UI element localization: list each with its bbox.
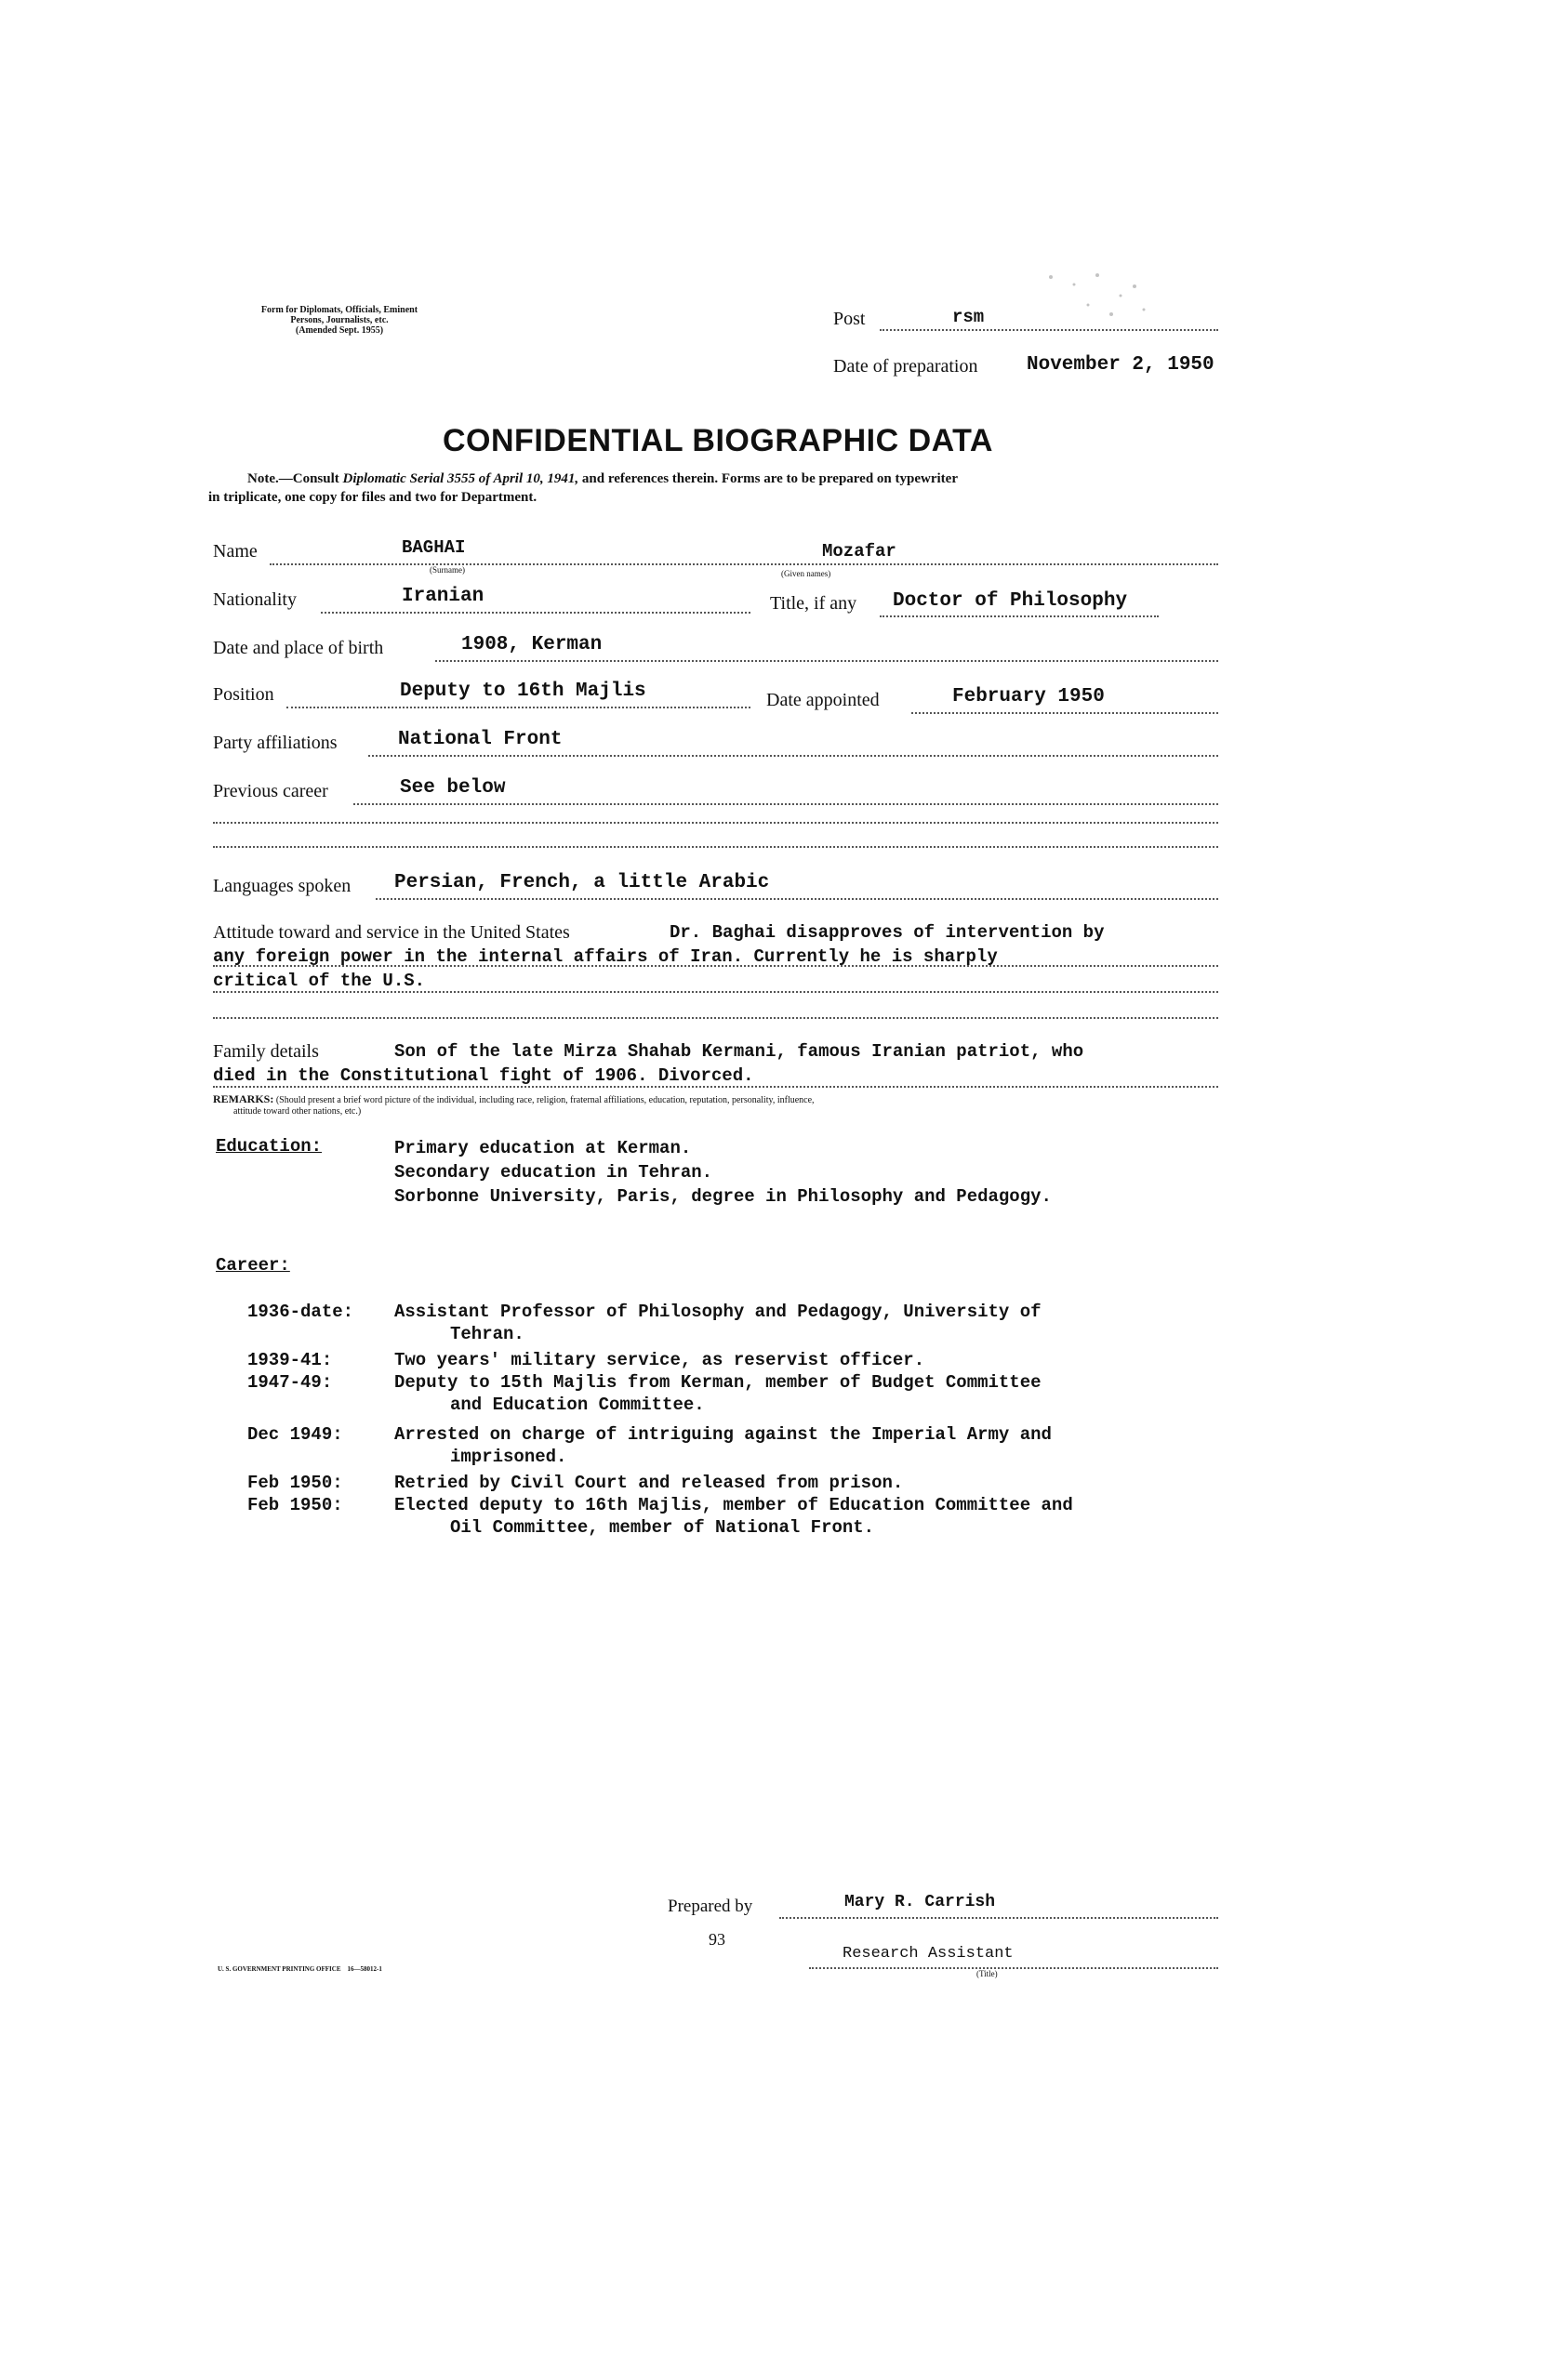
career-line: Tehran. xyxy=(450,1324,524,1344)
page-title: CONFIDENTIAL BIOGRAPHIC DATA xyxy=(443,423,993,458)
title-label: Title, if any xyxy=(770,593,857,614)
role-dotted-line xyxy=(809,1967,1218,1969)
appointed-dotted-line xyxy=(911,712,1218,714)
note-line-2: in triplicate, one copy for files and two for Department. xyxy=(208,490,537,505)
career-line: Arrested on charge of intriguing against the Imperial Army and xyxy=(394,1424,1052,1445)
date-label: Date of preparation xyxy=(833,356,978,377)
party-label: Party affiliations xyxy=(213,733,338,753)
career-line: Deputy to 15th Majlis from Kerman, member of Budget Committee xyxy=(394,1372,1042,1393)
page-number: 93 xyxy=(709,1930,725,1949)
languages-dotted-line xyxy=(376,898,1218,900)
career-line: Oil Committee, member of National Front. xyxy=(450,1517,875,1538)
career-dotted-line xyxy=(353,803,1218,805)
attitude-line: any foreign power in the internal affairs of Iran. Currently he is sharply xyxy=(213,946,998,967)
stamp-smudge-graphic xyxy=(1032,268,1162,333)
party-dotted-line xyxy=(368,755,1218,757)
remarks-row xyxy=(213,1093,815,1117)
post-label: Post xyxy=(833,309,866,329)
date-value: November 2, 1950 xyxy=(1027,354,1214,376)
attitude-dotted-line xyxy=(213,991,1218,993)
career-label: Previous career xyxy=(213,781,328,801)
stamp-mark xyxy=(1032,268,1162,333)
languages-value: Persian, French, a little Arabic xyxy=(394,872,770,893)
printer-imprint: U. S. GOVERNMENT PRINTING OFFICE 16—58012-1 xyxy=(218,1965,382,1973)
education-line: Primary education at Kerman. xyxy=(394,1138,692,1158)
blank-dotted-line xyxy=(213,822,1218,824)
career-value: See below xyxy=(400,777,506,799)
family-label: Family details xyxy=(213,1041,319,1062)
education-heading: Education: xyxy=(216,1136,323,1157)
surname-value: BAGHAI xyxy=(402,537,466,558)
nationality-label: Nationality xyxy=(213,589,297,610)
attitude-line: critical of the U.S. xyxy=(213,971,426,991)
education-line: Sorbonne University, Paris, degree in Philosophy and Pedagogy. xyxy=(394,1186,1052,1207)
education-line: Secondary education in Tehran. xyxy=(394,1162,713,1183)
appointed-label: Date appointed xyxy=(766,690,880,710)
remarks-note: (Should present a brief word picture of the individual, including race, religion, fraternal affiliations, education, reputation, personality, influence, xyxy=(275,1095,815,1105)
role-value: Research Assistant xyxy=(843,1945,1014,1963)
career-heading: Career: xyxy=(216,1255,290,1276)
birth-value: 1908, Kerman xyxy=(461,634,603,655)
nationality-value: Iranian xyxy=(402,586,484,607)
prepared-dotted-line xyxy=(779,1917,1218,1919)
appointed-value: February 1950 xyxy=(952,686,1105,707)
note-rest: and references therein. Forms are to be prepared on typewriter xyxy=(581,471,958,486)
form-note-line: Persons, Journalists, etc. xyxy=(290,315,389,325)
role-caption: (Title) xyxy=(976,1969,998,1978)
post-dotted-line xyxy=(880,329,1218,331)
form-note-line: (Amended Sept. 1955) xyxy=(295,325,384,336)
position-value: Deputy to 16th Majlis xyxy=(400,681,646,702)
attitude-dotted-line xyxy=(213,1017,1218,1019)
attitude-line: Dr. Baghai disapproves of intervention by xyxy=(670,922,1105,943)
prepared-by-label: Prepared by xyxy=(668,1897,753,1916)
form-note xyxy=(214,305,465,336)
family-line: died in the Constitutional fight of 1906. Divorced. xyxy=(213,1065,754,1086)
party-value: National Front xyxy=(398,729,563,750)
birth-label: Date and place of birth xyxy=(213,638,384,658)
title-value: Doctor of Philosophy xyxy=(893,590,1128,612)
family-line: Son of the late Mirza Shahab Kermani, famous Iranian patriot, who xyxy=(394,1041,1084,1062)
career-date: 1939-41: xyxy=(247,1350,333,1370)
attitude-dotted-line xyxy=(213,965,1218,967)
attitude-label: Attitude toward and service in the United States xyxy=(213,922,570,943)
blank-dotted-line xyxy=(213,846,1218,848)
name-label: Name xyxy=(213,541,258,562)
nationality-dotted-line xyxy=(321,612,750,614)
career-line: imprisoned. xyxy=(450,1447,567,1467)
birth-dotted-line xyxy=(435,660,1218,662)
position-label: Position xyxy=(213,684,274,705)
languages-label: Languages spoken xyxy=(213,876,352,896)
surname-caption: (Surname) xyxy=(430,565,465,575)
post-value: rsm xyxy=(952,307,985,327)
given-name-caption: (Given names) xyxy=(781,569,831,578)
career-date: Feb 1950: xyxy=(247,1495,343,1515)
career-line: Two years' military service, as reservist officer. xyxy=(394,1350,925,1370)
form-note-line: Form for Diplomats, Officials, Eminent xyxy=(260,305,418,315)
instructions-note xyxy=(208,469,958,507)
note-prefix: Note.—Consult xyxy=(247,471,339,486)
career-line: and Education Committee. xyxy=(450,1395,705,1415)
career-date: 1936-date: xyxy=(247,1302,354,1322)
given-name-value: Mozafar xyxy=(822,541,896,562)
career-date: Feb 1950: xyxy=(247,1473,343,1493)
career-line: Assistant Professor of Philosophy and Pedagogy, University of xyxy=(394,1302,1042,1322)
title-dotted-line xyxy=(880,615,1159,617)
prepared-by-value: Mary R. Carrish xyxy=(844,1893,996,1911)
career-line: Elected deputy to 16th Majlis, member of Education Committee and xyxy=(394,1495,1073,1515)
career-date: Dec 1949: xyxy=(247,1424,343,1445)
remarks-note-2: attitude toward other nations, etc.) xyxy=(233,1106,362,1117)
career-line: Retried by Civil Court and released from prison. xyxy=(394,1473,904,1493)
career-date: 1947-49: xyxy=(247,1372,333,1393)
name-dotted-line xyxy=(270,563,1218,565)
family-dotted-line xyxy=(213,1086,1218,1088)
remarks-label: REMARKS: xyxy=(213,1092,274,1105)
position-dotted-line xyxy=(286,707,750,708)
note-italic: Diplomatic Serial 3555 of April 10, 1941, xyxy=(342,471,579,486)
